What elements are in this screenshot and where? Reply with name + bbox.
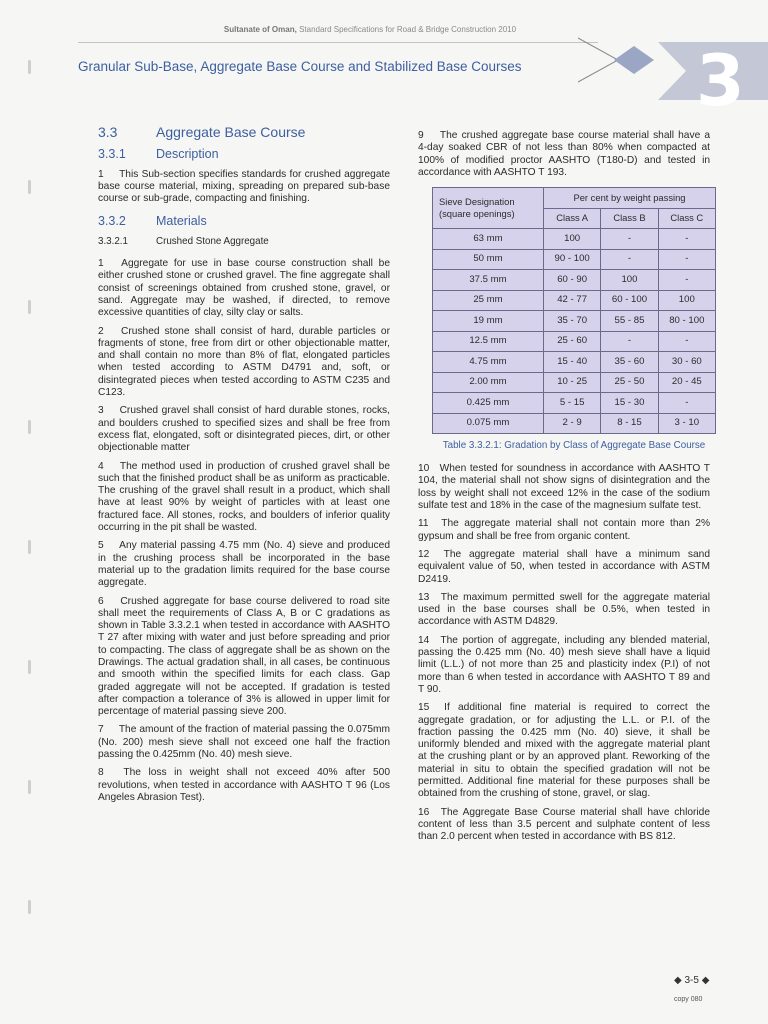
table-header-row [433,188,716,209]
binder-hole [28,420,31,434]
paragraph-number: 1 [98,258,104,270]
binder-hole [28,60,31,74]
right-column [418,130,710,850]
page-number: ◆ 3-5 ◆ [674,975,710,986]
section-heading [98,126,390,138]
section-title: Aggregate Base Course [156,124,306,140]
paragraph [418,130,710,179]
passing-range-cell: 3 - 10 [658,413,715,434]
paragraph-number: 9 [418,130,424,141]
paragraph-text: Crushed aggregate for base course delivered to road site shall meet the requirements of Class A, B or C gradations as shown in Table 3.3.2.1 when tested in accordance with AASHTO T 27 after mixing with water and just before spreading and prior to compacting. The class of aggregate shall be as shown on the Drawings. The actual gradation shall, in all cases, be continuous and smooth within the specified limits for each class. Gap graded aggregate will not be accepted. If gradation is tested after compaction a tolerance of 3% is allowed in upper limit for percentage of material passing sieve 200. [98,595,390,718]
sieve-size-cell: 50 mm [433,249,544,270]
table-row [433,352,716,373]
paragraph [98,724,390,761]
passing-range-cell: - [658,331,715,352]
sieve-size-cell: 25 mm [433,290,544,311]
paragraph [98,405,390,454]
subsection-number: 3.3.2 [98,214,126,229]
sieve-size-cell: 2.00 mm [433,372,544,393]
chapter-number: 3 [696,40,745,122]
passing-range-cell: 80 - 100 [658,311,715,332]
running-header [150,25,590,34]
paragraph-number: 16 [418,806,430,818]
paragraph [418,702,710,800]
binder-hole [28,300,31,314]
table-header-class: Class B [601,208,658,229]
chapter-title: Granular Sub-Base, Aggregate Base Course and Stabilized Base Courses [78,59,522,74]
paragraph-number: 10 [418,463,430,475]
paragraph [418,807,710,844]
table-header-group: Per cent by weight passing [544,188,716,209]
paragraph [98,461,390,535]
table-row [433,311,716,332]
table-row [433,331,716,352]
table-row [433,372,716,393]
page-number-text: 3-5 [684,975,699,986]
subsection-heading-description [98,148,390,160]
passing-range-cell: 8 - 15 [601,413,658,434]
header-org: Sultanate of Oman, [223,25,297,34]
paragraph-number: 13 [418,591,430,603]
paragraph-text: The portion of aggregate, including any blended material, passing the 0.425 mm (No. 40) mesh sieve shall have a liquid limit (L.L.) of not more than 25 and plasticity index (P.I) of not more than 6 when tested in accordance with AASHTO T 89 and T 90. [418,634,710,695]
table-row [433,249,716,270]
sieve-size-cell: 19 mm [433,311,544,332]
sieve-size-cell: 12.5 mm [433,331,544,352]
passing-range-cell: 35 - 60 [601,352,658,373]
paragraph-number: 3 [98,405,104,417]
table-row [433,393,716,414]
paragraph-number: 15 [418,702,430,714]
paragraph-text: If additional fine material is required to correct the aggregate gradation, or for adjusting the L.L. or P.I. of the fraction passing the 0.425 mm (No. 40) sieve, it shall be uniformly blended and mixed with the aggregate material plant at the crushing plant or by an approved plant. Reworking of the material in situ to obtain the specified gradation will not be permitted. Additional fine material for these purposes shall be obtained from the crushing of stone, gravel, or slag. [418,702,710,800]
passing-range-cell: 2 - 9 [544,413,601,434]
passing-range-cell: - [601,249,658,270]
subsection-heading-materials [98,215,390,227]
paragraph-text: Crushed gravel shall consist of hard durable stones, rocks, and boulders crushed to specified sizes and shall be free from excess flat, elongated, soft or disintegrated pieces, dirt, or other objectionable matter [98,405,390,454]
table-caption: Table 3.3.2.1: Gradation by Class of Aggregate Base Course [442,440,706,452]
paragraph-text: The maximum permitted swell for the aggregate material used in the base courses shall be 0.5%, when tested in accordance with ASTM D4829. [418,591,710,628]
passing-range-cell: - [658,270,715,291]
paragraph-text: The amount of the fraction of material passing the 0.075mm (No. 200) mesh sieve shall not exceed one half the fraction passing the 0.425mm (No. 40) mesh sieve. [98,724,390,761]
passing-range-cell: 60 - 90 [544,270,601,291]
table-row [433,413,716,434]
paragraph [418,549,710,586]
passing-range-cell: - [601,331,658,352]
paragraph-number: 11 [418,518,429,530]
paragraph-text: Crushed stone shall consist of hard, durable particles or fragments of stone, free from dirt or other objectionable matter, and shall contain no more than 8% of flat, elongated particles when tested according to ASTM D4791 and, soft, or disintegrated pieces when tested according to ASTM C235 and C123. [98,325,390,399]
binder-hole [28,540,31,554]
sieve-size-cell: 0.425 mm [433,393,544,414]
paragraph-text: The method used in production of crushed gravel shall be such that the finished product shall be as uniform as practicable. The crushing of the gravel shall result in a product, which shall have at least 90% by weight of particles with at least one fractured face. All stones, rocks, and boulders of inferior quality occurring in the pit shall be wasted. [98,460,390,534]
table-header-class: Class A [544,208,601,229]
copy-stamp: copy 080 [674,996,703,1003]
paragraph [98,767,390,804]
passing-range-cell: 55 - 85 [601,311,658,332]
paragraph-text: When tested for soundness in accordance with AASHTO T 104, the material shall not show signs of disintegration and the loss by weight shall not exceed 12% in the case of the sodium sulfate test and 18% in the case of the magnesium sulfate test. [418,463,710,512]
subsection-title: Description [156,147,219,162]
paragraph-text: The loss in weight shall not exceed 40% after 500 revolutions, when tested in accordance with AASHTO T 96 (Los Angeles Abrasion Test). [98,767,390,803]
sieve-size-cell: 63 mm [433,229,544,250]
binder-hole [28,180,31,194]
paragraph [98,169,390,206]
paragraph-number: 6 [98,595,104,607]
header-rule [78,42,598,43]
left-column [98,126,390,810]
sieve-size-cell: 0.075 mm [433,413,544,434]
paragraph [98,540,390,589]
paragraph-number: 12 [418,548,430,560]
binder-hole [28,660,31,674]
subsection-number: 3.3.1 [98,147,126,162]
paragraph-text: The crushed aggregate base course material shall have a 4-day soaked CBR of not less than 80% when compacted at 100% of modified proctor AASHTO (T180-D) and tested in accordance with AASHTO T 193. [418,130,710,178]
paragraph [418,463,710,512]
paragraph-number: 7 [98,724,104,736]
header-doc: Standard Specifications for Road & Bridge Construction 2010 [299,25,517,34]
passing-range-cell: 60 - 100 [601,290,658,311]
passing-range-cell: - [601,229,658,250]
paragraph [98,596,390,719]
paragraph-number: 4 [98,460,104,472]
subsection-title: Materials [156,214,207,229]
sub-subsection-number: 3.3.2.1 [98,235,128,247]
passing-range-cell: 15 - 30 [601,393,658,414]
section-number: 3.3 [98,124,118,140]
paragraph-number: 1 [98,168,104,180]
paragraph [98,326,390,400]
passing-range-cell: 100 [601,270,658,291]
paragraph-text: Any material passing 4.75 mm (No. 4) sieve and produced in the crushing process shall be incorporated in the base material up to the gradation limits required for the base course aggregate. [98,540,390,589]
paragraph [418,518,710,543]
sub-subsection-title: Crushed Stone Aggregate [156,235,269,247]
paragraph-number: 8 [98,767,104,779]
passing-range-cell: 15 - 40 [544,352,601,373]
table-row [433,290,716,311]
paragraph-text: This Sub-section specifies standards for crushed aggregate base course material, mixing, spreading on prepared sub-base course or sub-grade, compacting and finishing. [98,168,390,205]
passing-range-cell: 25 - 50 [601,372,658,393]
sieve-size-cell: 37.5 mm [433,270,544,291]
passing-range-cell: - [658,393,715,414]
passing-range-cell: 25 - 60 [544,331,601,352]
passing-range-cell: 100 [658,290,715,311]
paragraph-number: 2 [98,325,104,337]
gradation-table [432,187,716,434]
passing-range-cell: 42 - 77 [544,290,601,311]
passing-range-cell: 5 - 15 [544,393,601,414]
passing-range-cell: 100 [544,229,601,250]
passing-range-cell: 10 - 25 [544,372,601,393]
passing-range-cell: 20 - 45 [658,372,715,393]
paragraph [418,592,710,629]
paragraph-text: Aggregate for use in base course construction shall be either crushed stone or crushed gravel. The fine aggregate shall consist of screenings obtained from crushed stone, gravel, or sand. Aggregate may be washed, if directed, to remove excessive quantities of clay, silty clay or salts. [98,258,390,319]
passing-range-cell: 90 - 100 [544,249,601,270]
passing-range-cell: - [658,229,715,250]
passing-range-cell: 30 - 60 [658,352,715,373]
paragraph-number: 14 [418,634,430,646]
paragraph [98,258,390,319]
paragraph-text: The aggregate material shall not contain more than 2% gypsum and shall be free from organic content. [418,518,711,542]
table-header-sieve: Sieve Designation (square openings) [433,188,544,229]
sub-subsection-heading [98,236,390,248]
sieve-size-cell: 4.75 mm [433,352,544,373]
table-header-class: Class C [658,208,715,229]
binder-hole [28,780,31,794]
passing-range-cell: - [658,249,715,270]
passing-range-cell: 35 - 70 [544,311,601,332]
table-row [433,270,716,291]
paragraph [418,635,710,696]
table-row [433,229,716,250]
paragraph-text: The Aggregate Base Course material shall have chloride content of less than 3.5 percent and sulphate content of less than 2.0 percent when tested in accordance with BS 812. [418,806,710,843]
paragraph-text: The aggregate material shall have a minimum sand equivalent value of 50, when tested in accordance with ASTM D2419. [418,548,710,585]
binder-hole [28,900,31,914]
paragraph-number: 5 [98,540,104,552]
